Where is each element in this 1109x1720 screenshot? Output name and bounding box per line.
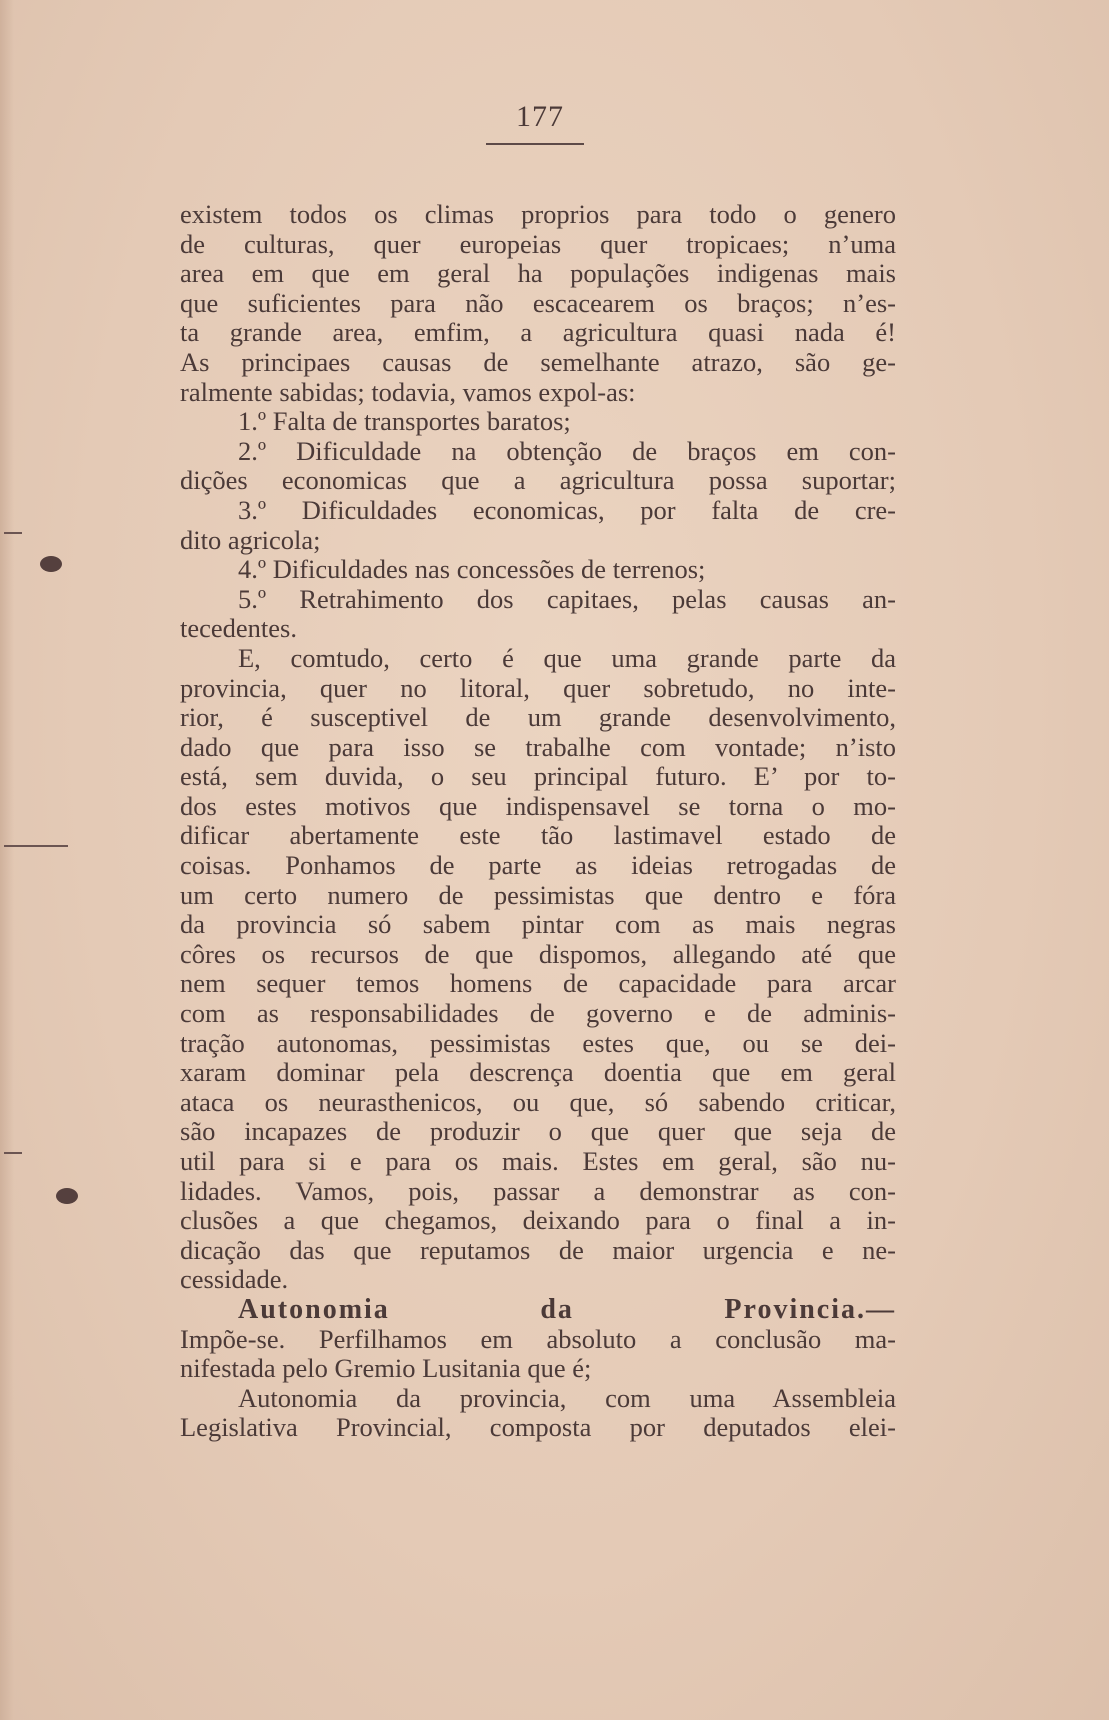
text-line: da provincia só sabem pintar com as mais negras xyxy=(180,909,896,940)
text-line: tração autonomas, pessimistas estes que, ou se dei- xyxy=(180,1027,896,1058)
binding-hole xyxy=(40,556,62,572)
text-line: Impõe-se. Perfilhamos em absoluto a conclusão ma- xyxy=(180,1323,896,1354)
text-line: nem sequer temos homens de capacidade para arcar xyxy=(180,968,896,999)
text-line: ralmente sabidas; todavia, vamos expol-as: xyxy=(180,376,636,407)
text-line: area em que em geral ha populações indigenas mais xyxy=(180,258,896,289)
text-line: E, comtudo, certo é que uma grande parte da xyxy=(238,642,896,673)
binding-mark xyxy=(4,532,22,534)
text-line: 2.º Dificuldade na obtenção de braços em con- xyxy=(238,435,896,466)
text-line: rior, é susceptivel de um grande desenvolvimento, xyxy=(180,702,896,733)
text-line: 1.º Falta de transportes baratos; xyxy=(238,406,571,437)
text-line: ataca os neurasthenicos, ou que, só sabendo criticar, xyxy=(180,1086,896,1117)
page-binding-edge xyxy=(0,0,14,1720)
text-line: existem todos os climas proprios para todo o genero xyxy=(180,199,896,229)
body-text xyxy=(180,200,896,1443)
binding-hole xyxy=(56,1188,78,1204)
text-line: Autonomia da provincia, com uma Assembleia xyxy=(238,1382,896,1413)
text-line: tecedentes. xyxy=(180,613,297,644)
text-line: dições economicas que a agricultura possa suportar; xyxy=(180,465,896,496)
text-line: um certo numero de pessimistas que dentro e fóra xyxy=(180,879,896,910)
text-line: xaram dominar pela descrença doentia que em geral xyxy=(180,1057,896,1088)
text-line: As principaes causas de semelhante atrazo, são ge- xyxy=(180,346,896,377)
binding-mark xyxy=(4,845,68,847)
text-line: 4.º Dificuldades nas concessões de terrenos; xyxy=(238,554,706,585)
text-line: dado que para isso se trabalhe com vontade; n’isto xyxy=(180,731,896,762)
page-number: 177 xyxy=(516,100,564,133)
text-line: Legislativa Provincial, composta por deputados elei- xyxy=(180,1412,896,1443)
text-line: são incapazes de produzir o que quer que seja de xyxy=(180,1116,896,1147)
text-line: 5.º Retrahimento dos capitaes, pelas causas an- xyxy=(238,583,896,614)
text-line: côres os recursos de que dispomos, allegando até que xyxy=(180,938,896,969)
text-line: lidades. Vamos, pois, passar a demonstrar as con- xyxy=(180,1175,896,1206)
page-number-rule xyxy=(486,143,584,145)
text-line: 3.º Dificuldades economicas, por falta de cre- xyxy=(238,494,896,525)
text-line: dificar abertamente este tão lastimavel estado de xyxy=(180,820,896,851)
text-line: nifestada pelo Gremio Lusitania que é; xyxy=(180,1353,592,1384)
text-line: dicação das que reputamos de maior urgencia e ne- xyxy=(180,1234,896,1265)
text-line: que suficientes para não escacearem os braços; n’es- xyxy=(180,287,896,318)
binding-mark xyxy=(4,1152,22,1154)
text-line: dito agricola; xyxy=(180,524,321,555)
section-heading: Autonomia da Provincia.— xyxy=(238,1293,896,1325)
text-line: cessidade. xyxy=(180,1264,289,1295)
text-line: está, sem duvida, o seu principal futuro. E’ por to- xyxy=(180,761,896,792)
text-line: dos estes motivos que indispensavel se torna o mo- xyxy=(180,790,896,821)
text-line: util para si e para os mais. Estes em geral, são nu- xyxy=(180,1146,896,1176)
text-line: com as responsabilidades de governo e de adminis- xyxy=(180,998,896,1029)
text-line: clusões a que chegamos, deixando para o final a in- xyxy=(180,1205,896,1236)
text-line: provincia, quer no litoral, quer sobretudo, no inte- xyxy=(180,672,896,703)
text-line: coisas. Ponhamos de parte as ideias retrogadas de xyxy=(180,850,896,881)
text-line: ta grande area, emfim, a agricultura quasi nada é! xyxy=(180,317,896,348)
text-line: de culturas, quer europeias quer tropicaes; n’uma xyxy=(180,228,896,259)
